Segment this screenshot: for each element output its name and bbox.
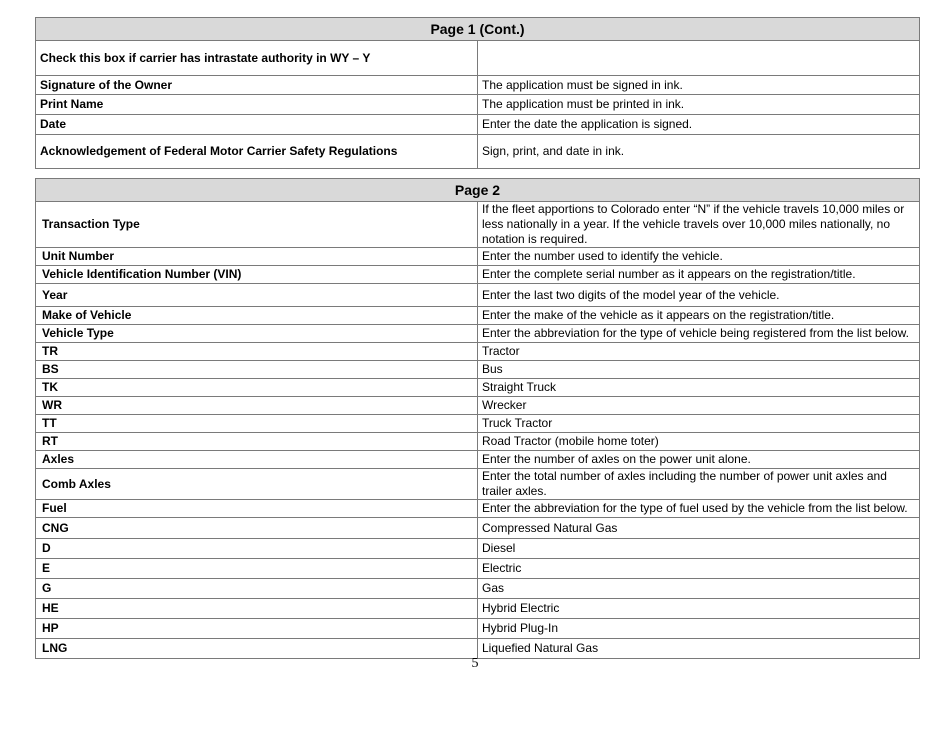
row-value: The application must be printed in ink.: [478, 95, 920, 115]
table-row: [36, 579, 920, 599]
row-label: G: [36, 579, 478, 599]
table-row: [36, 433, 920, 451]
table-row: [36, 325, 920, 343]
row-label: Print Name: [36, 95, 478, 115]
row-label: Vehicle Type: [36, 325, 478, 343]
row-value: Enter the abbreviation for the type of vehicle being registered from the list below.: [478, 325, 920, 343]
table-row: [36, 415, 920, 433]
row-label: Unit Number: [36, 248, 478, 266]
row-label: Transaction Type: [36, 202, 478, 248]
table-row: [36, 397, 920, 415]
row-value: Enter the abbreviation for the type of fuel used by the vehicle from the list below.: [478, 500, 920, 518]
row-label: Date: [36, 115, 478, 135]
row-label: Fuel: [36, 500, 478, 518]
row-label: Check this box if carrier has intrastate authority in WY – Y: [36, 41, 478, 76]
row-value: Electric: [478, 559, 920, 579]
row-value: Sign, print, and date in ink.: [478, 135, 920, 169]
row-value: Truck Tractor: [478, 415, 920, 433]
row-label: CNG: [36, 518, 478, 539]
table-row: [36, 361, 920, 379]
table-row: [36, 284, 920, 307]
row-label: Year: [36, 284, 478, 307]
page-number: 5: [471, 656, 479, 671]
table-row: [36, 559, 920, 579]
row-label: LNG: [36, 639, 478, 659]
row-value: Road Tractor (mobile home toter): [478, 433, 920, 451]
table-row: [36, 248, 920, 266]
row-label: TT: [36, 415, 478, 433]
section-title: Page 1 (Cont.): [36, 18, 920, 41]
row-label: Vehicle Identification Number (VIN): [36, 266, 478, 284]
row-label: TR: [36, 343, 478, 361]
table-row: [36, 469, 920, 500]
row-label: TK: [36, 379, 478, 397]
row-value: Tractor: [478, 343, 920, 361]
row-value: [478, 41, 920, 76]
row-label: HP: [36, 619, 478, 639]
row-value: Compressed Natural Gas: [478, 518, 920, 539]
row-label: BS: [36, 361, 478, 379]
row-value: Enter the total number of axles including the number of power unit axles and trailer axles.: [478, 469, 920, 500]
row-value: Enter the make of the vehicle as it appears on the registration/title.: [478, 307, 920, 325]
table-row: [36, 76, 920, 95]
row-label: D: [36, 539, 478, 559]
row-value: Liquefied Natural Gas: [478, 639, 920, 659]
row-value: If the fleet apportions to Colorado enter “N” if the vehicle travels 10,000 miles or less nationally in a year. If the vehicle travels over 10,000 miles nationally, no notation is required.: [478, 202, 920, 248]
row-value: Enter the complete serial number as it appears on the registration/title.: [478, 266, 920, 284]
row-value: Enter the date the application is signed.: [478, 115, 920, 135]
row-value: Bus: [478, 361, 920, 379]
row-label: HE: [36, 599, 478, 619]
row-label: WR: [36, 397, 478, 415]
table-row: [36, 41, 920, 76]
table-row: [36, 135, 920, 169]
row-label: Axles: [36, 451, 478, 469]
page1-cont-table: [35, 17, 920, 169]
row-label: Comb Axles: [36, 469, 478, 500]
row-value: Enter the number used to identify the vehicle.: [478, 248, 920, 266]
row-value: Enter the last two digits of the model year of the vehicle.: [478, 284, 920, 307]
row-value: The application must be signed in ink.: [478, 76, 920, 95]
row-label: Acknowledgement of Federal Motor Carrier Safety Regulations: [36, 135, 478, 169]
table-row: [36, 115, 920, 135]
table-row: [36, 266, 920, 284]
section-title: Page 2: [36, 179, 920, 202]
row-value: Gas: [478, 579, 920, 599]
table-row: [36, 307, 920, 325]
row-label: Signature of the Owner: [36, 76, 478, 95]
table-row: [36, 379, 920, 397]
row-value: Diesel: [478, 539, 920, 559]
table-row: [36, 343, 920, 361]
row-value: Enter the number of axles on the power unit alone.: [478, 451, 920, 469]
table-row: [36, 599, 920, 619]
row-value: Straight Truck: [478, 379, 920, 397]
table-row: [36, 619, 920, 639]
table-row: [36, 95, 920, 115]
table-row: [36, 500, 920, 518]
row-label: E: [36, 559, 478, 579]
table-row: [36, 518, 920, 539]
row-label: RT: [36, 433, 478, 451]
row-label: Make of Vehicle: [36, 307, 478, 325]
row-value: Hybrid Plug-In: [478, 619, 920, 639]
page2-table: [35, 178, 920, 659]
row-value: Wrecker: [478, 397, 920, 415]
table-row: [36, 451, 920, 469]
row-value: Hybrid Electric: [478, 599, 920, 619]
table-row: [36, 539, 920, 559]
table-row: [36, 202, 920, 248]
